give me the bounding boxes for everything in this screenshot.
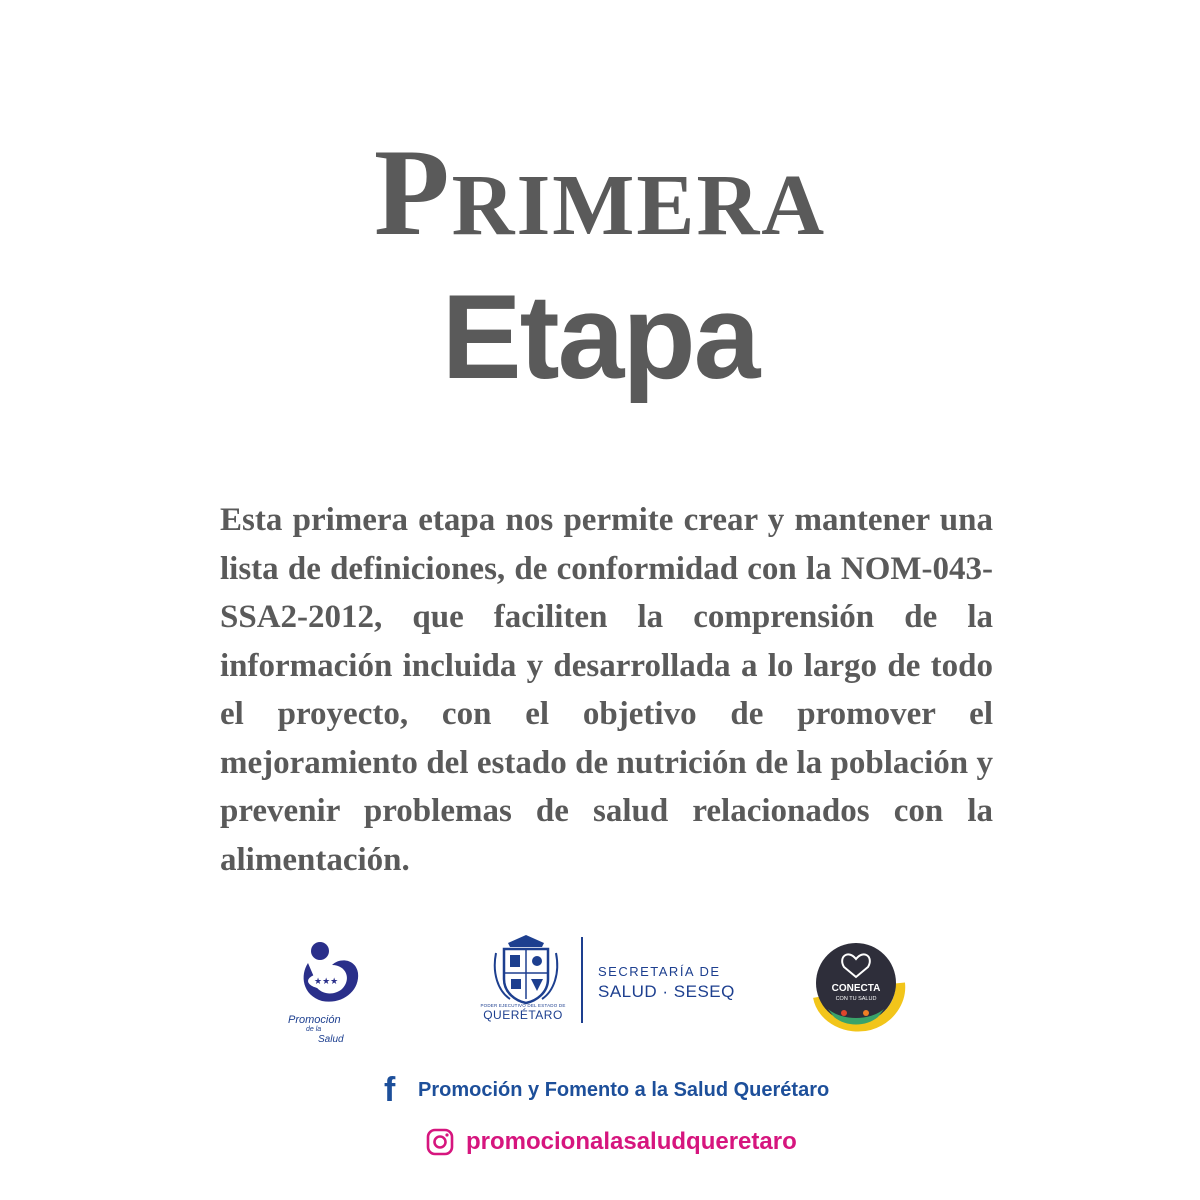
queretaro-caption — [480, 1003, 566, 1022]
logo-divider — [581, 937, 583, 1023]
instagram-handle: promocionalasaludqueretaro — [466, 1128, 797, 1155]
logos-row — [0, 925, 1200, 1045]
facebook-page-name: Promoción y Fomento a la Salud Querétaro — [418, 1078, 830, 1101]
coat-of-arms-icon — [486, 933, 566, 1005]
secretaria-label: SECRETARÍA DE — [598, 964, 721, 979]
promocion-logo-mark — [280, 935, 380, 1015]
title-primera: Primera — [373, 124, 827, 261]
description-paragraph: Esta primera etapa nos permite crear y mantener una lista de definiciones, de conformidad con la NOM-043-SSA2-2012, que faciliten la comprensión de la información incluida y desarrollada a lo largo de todo el proyecto, con el objetivo de promover el mejoramiento del estado de nutrición de la población y prevenir problemas de salud relacionados con la alimentación. — [220, 502, 993, 878]
conecta-con-tu-salud-logo — [808, 935, 908, 1035]
promocion-salud-logo — [280, 935, 380, 1045]
conecta-label: CONECTA — [831, 983, 881, 994]
facebook-link[interactable] — [384, 1072, 829, 1108]
queretaro-big-label: QUERÉTARO — [483, 1008, 563, 1022]
instagram-link[interactable] — [426, 1124, 797, 1160]
queretaro-small-label: PODER EJECUTIVO DEL ESTADO DE — [480, 1003, 566, 1008]
con-tu-salud-label: CON TU SALUD — [835, 996, 877, 1002]
secretaria-salud-logo — [598, 963, 735, 1003]
facebook-icon: f — [384, 1071, 396, 1109]
conecta-badge-icon — [808, 935, 908, 1035]
title-etapa: Etapa — [441, 270, 759, 404]
promocion-label-2: de la — [306, 1026, 322, 1033]
promocion-label-3: Salud — [318, 1034, 344, 1045]
instagram-icon — [426, 1128, 454, 1156]
salud-seseq-label: SALUD · SESEQ — [598, 982, 735, 1001]
svg-text:★★★: ★★★ — [314, 977, 339, 987]
promocion-label-1: Promoción — [288, 1014, 341, 1026]
